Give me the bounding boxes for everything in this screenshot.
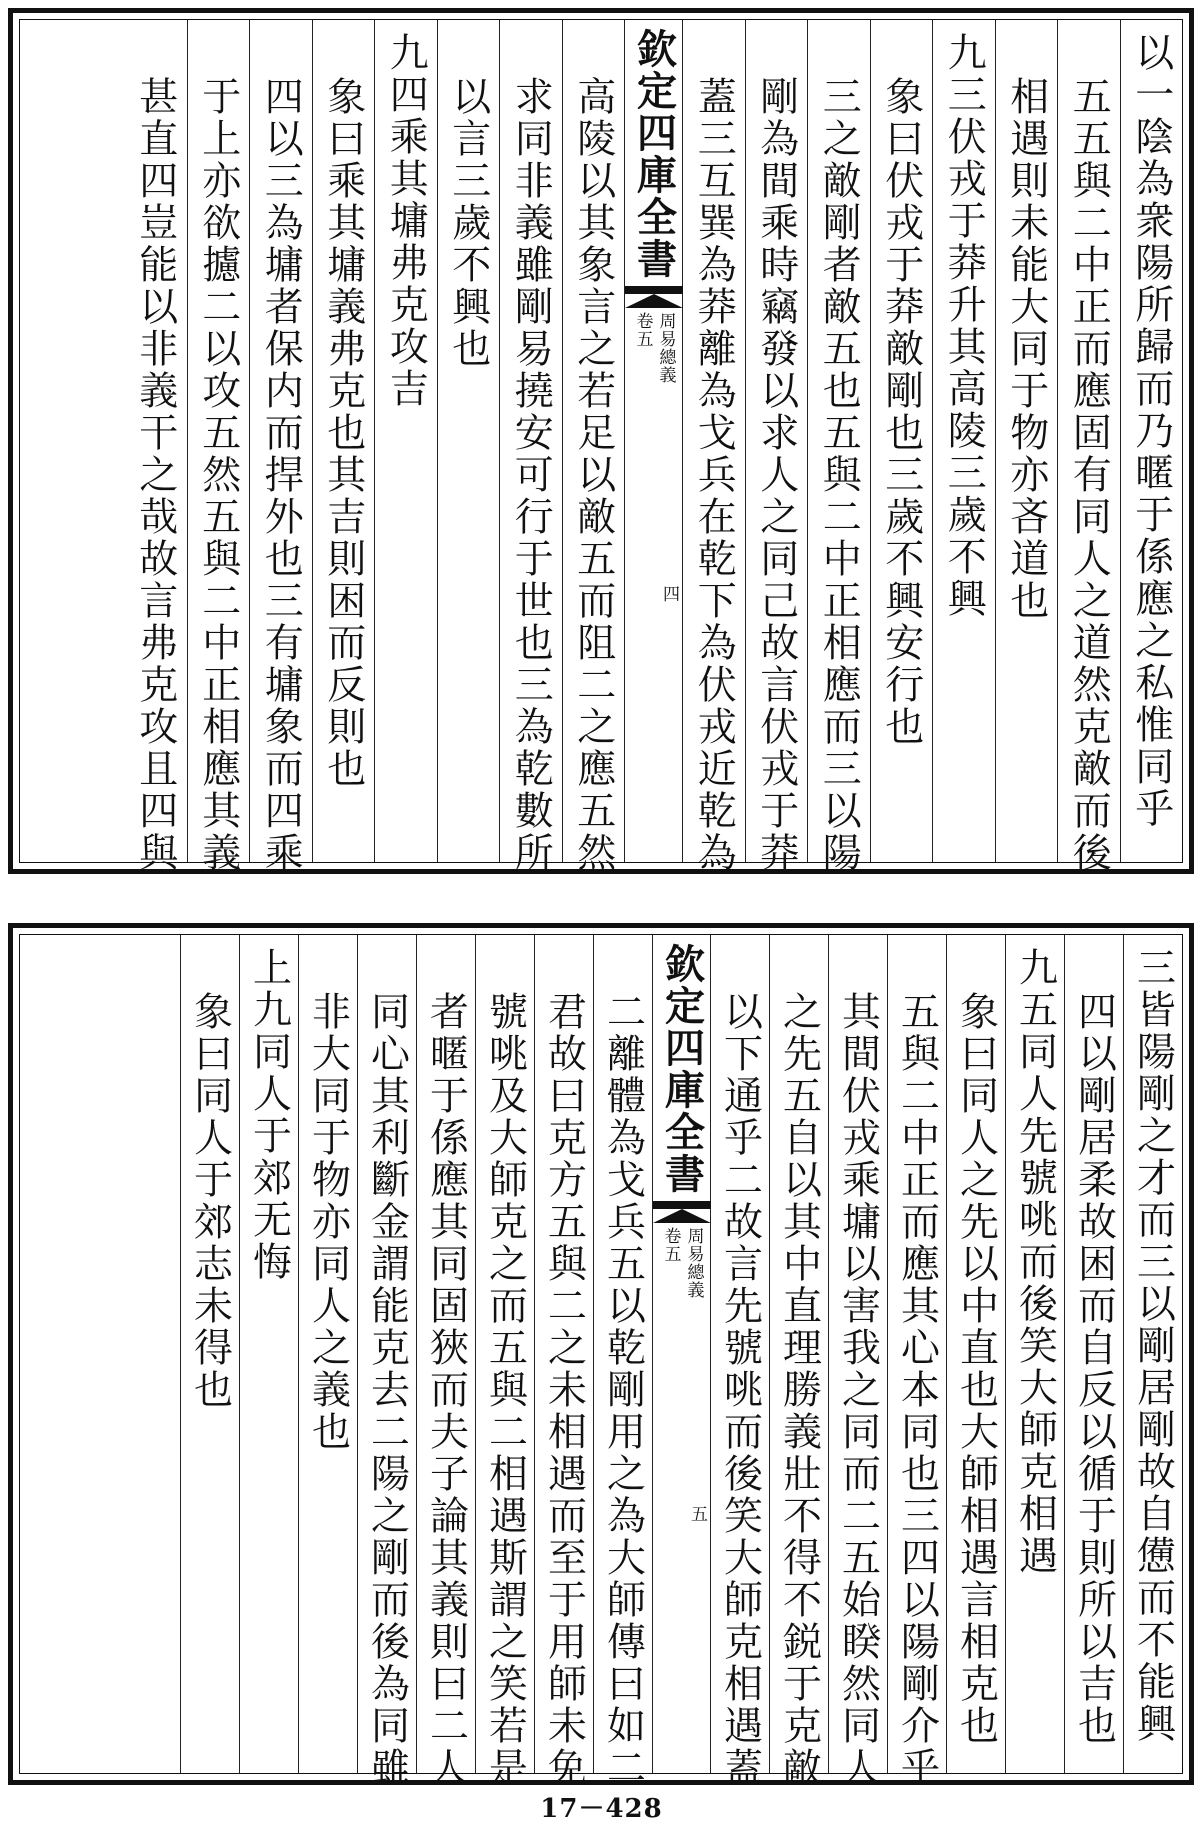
column-text: 剛為間乘時竊發以求人之同己故言伏戎于莽 <box>753 76 799 874</box>
bottom-page-frame <box>19 934 1183 1789</box>
text-column <box>357 935 416 1789</box>
column-text: 三之敵剛者敵五也五與二中正相應而三以陽 <box>816 76 862 874</box>
column-text: 其間伏戎乘墉以害我之同而二五始睽然同人 <box>835 991 881 1789</box>
text-column <box>562 20 625 874</box>
folio-number: 17－428 <box>540 1794 663 1824</box>
text-column <box>416 935 475 1789</box>
center-fold-column <box>652 935 710 1773</box>
center-fold-column <box>624 20 682 862</box>
text-column <box>995 20 1058 862</box>
column-text: 三皆陽剛之才而三以剛居剛故自憊而不能興 <box>1130 947 1176 1745</box>
column-text: 上九同人于郊无悔 <box>246 947 292 1283</box>
column-text: 以一陰為衆陽所歸而乃暱于係應之私惟同乎 <box>1128 32 1174 830</box>
text-column <box>1123 935 1182 1773</box>
text-column <box>593 935 652 1789</box>
column-text: 之先五自以其中直理勝義壯不得不鋭于克敵 <box>776 991 822 1789</box>
column-text: 同心其利斷金謂能克去二陽之剛而後為同雖 <box>364 991 410 1789</box>
column-text: 四以剛居柔故困而自反以循于則所以吉也 <box>1071 991 1117 1747</box>
column-text: 五五與二中正而應固有同人之道然克敵而後 <box>1066 76 1112 874</box>
text-column <box>946 935 1005 1773</box>
text-column <box>239 935 298 1773</box>
text-column <box>374 20 437 862</box>
collection-title: 欽定四庫全書 <box>630 28 678 280</box>
column-text: 九四乘其墉弗克攻吉 <box>383 32 429 410</box>
text-column <box>312 20 375 862</box>
column-text: 甚直四豈能以非義干之哉故言弗克攻且四與 <box>132 76 178 874</box>
text-column <box>121 935 180 1773</box>
column-text: 相遇則未能大同于物亦吝道也 <box>1003 76 1049 622</box>
text-column <box>1057 20 1120 874</box>
column-text: 象曰同人之先以中直也大師相遇言相克也 <box>953 991 999 1747</box>
volume-label: 卷五 <box>660 1227 681 1263</box>
book-volume-label <box>653 1227 710 1299</box>
text-column <box>249 20 312 874</box>
fishtail-mark-icon <box>625 286 683 308</box>
text-column <box>1120 20 1183 862</box>
column-text: 九三伏戎于莽升其高陵三歲不興 <box>941 32 987 620</box>
column-text: 二離體為戈兵五以乾剛用之為大師傳曰如二 <box>600 991 646 1789</box>
leaf-page-number: 四 <box>659 585 679 602</box>
text-column <box>187 20 250 874</box>
bottom-page-panel <box>8 923 1194 1789</box>
book-title: 周易總義 <box>683 1227 704 1299</box>
text-column <box>437 20 500 862</box>
top-page-panel <box>8 8 1194 874</box>
column-text: 于上亦欲攄二以攻五然五與二中正相應其義 <box>195 76 241 874</box>
top-page-frame <box>19 19 1183 874</box>
top-page-columns <box>20 20 1182 874</box>
text-column <box>682 20 745 874</box>
column-text: 九五同人先號咷而後笑大師克相遇 <box>1012 947 1058 1577</box>
text-column <box>870 20 933 862</box>
text-column <box>534 935 593 1789</box>
column-text: 四以三為墉者保内而捍外也三有墉象而四乘 <box>258 76 304 874</box>
column-text: 蓋三互巽為莽離為戈兵在乾下為伏戎近乾為 <box>691 76 737 874</box>
text-column <box>499 20 562 874</box>
text-column <box>745 20 808 874</box>
text-column <box>1064 935 1123 1773</box>
column-text: 象曰乘其墉義弗克也其吉則困而反則也 <box>320 76 366 790</box>
column-text: 號咷及大師克之而五與二相遇斯謂之笑若是 <box>482 991 528 1789</box>
text-column <box>475 935 534 1789</box>
column-text: 非大同于物亦同人之義也 <box>305 991 351 1453</box>
column-text: 五與二中正而應其心本同也三四以陽剛介乎 <box>894 991 940 1789</box>
text-column <box>710 935 769 1789</box>
column-text: 象曰伏戎于莽敵剛也三歲不興安行也 <box>878 76 924 748</box>
text-column <box>932 20 995 862</box>
book-volume-label <box>625 312 682 384</box>
fishtail-mark-icon <box>653 1201 711 1223</box>
text-column <box>887 935 946 1789</box>
collection-title: 欽定四庫全書 <box>658 943 706 1195</box>
column-text: 以言三歲不興也 <box>445 76 491 370</box>
text-column <box>828 935 887 1789</box>
column-text: 象曰同人于郊志未得也 <box>187 991 233 1411</box>
column-text: 君故曰克方五與二之未相遇而至于用師未免 <box>541 991 587 1789</box>
column-text: 求同非義雖剛易撓安可行于世也三為乾數所 <box>508 76 554 874</box>
text-column <box>180 935 239 1773</box>
text-column <box>769 935 828 1789</box>
text-column <box>124 20 187 874</box>
book-title: 周易總義 <box>655 312 676 384</box>
column-text: 以下通乎二故言先號咷而後笑大師克相遇蓋 <box>717 991 763 1789</box>
text-column <box>298 935 357 1773</box>
text-column <box>1005 935 1064 1773</box>
leaf-page-number: 五 <box>687 1505 707 1522</box>
bottom-page-columns <box>20 935 1182 1789</box>
text-column <box>807 20 870 874</box>
column-text: 高陵以其象言之若足以敵五而阻二之應五然 <box>570 76 616 874</box>
volume-label: 卷五 <box>632 312 653 348</box>
column-text: 者暱于係應其同固狹而夫子論其義則曰二人 <box>423 991 469 1789</box>
